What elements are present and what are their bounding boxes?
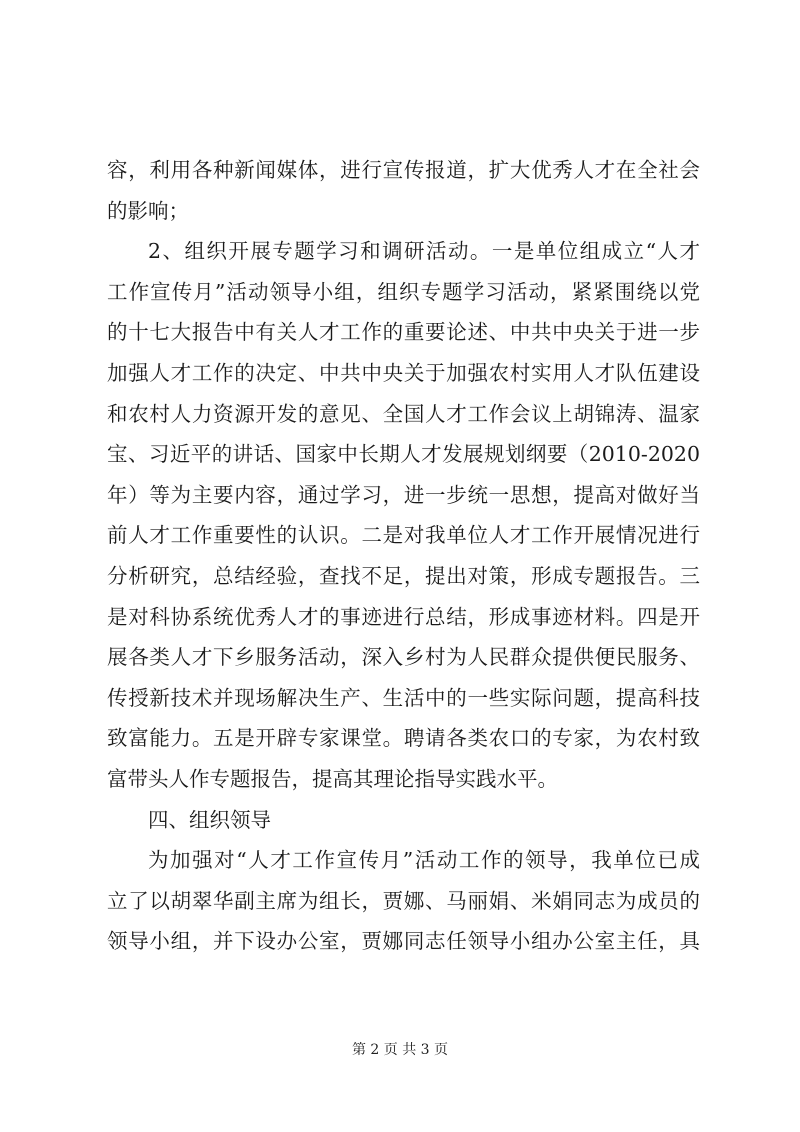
- text-line: 的影响；: [107, 198, 189, 223]
- text-line: 容，利用各种新闻媒体，进行宣传报道，扩大优秀人才在全社会: [107, 158, 700, 182]
- text-line: 和农村人力资源开发的意见、全国人才工作会议上胡锦涛、温家: [107, 401, 700, 426]
- text-line: 立了以胡翠华副主席为组长，贾娜、马丽娟、米娟同志为成员的: [107, 888, 700, 913]
- text-line: 分析研究，总结经验，查找不足，提出对策，形成专题报告。三: [107, 563, 700, 588]
- text-line: 传授新技术并现场解决生产、生活中的一些实际问题，提高科技: [107, 685, 700, 710]
- section-heading: 四、组织领导: [148, 807, 271, 832]
- text-line: 是对科协系统优秀人才的事迹进行总结，形成事迹材料。四是开: [107, 604, 700, 629]
- text-line: 领导小组，并下设办公室，贾娜同志任领导小组办公室主任，具: [107, 929, 700, 954]
- text-line: 宝、习近平的讲话、国家中长期人才发展规划纲要（2010-2020: [107, 442, 700, 467]
- text-line: 前人才工作重要性的认识。二是对我单位人才工作开展情况进行: [107, 523, 700, 548]
- page-number-footer: 第 2 页 共 3 页: [351, 1042, 449, 1058]
- text-line: 富带头人作专题报告，提高其理论指导实践水平。: [107, 766, 558, 791]
- text-line: 年）等为主要内容，通过学习，进一步统一思想，提高对做好当: [107, 482, 700, 507]
- text-line: 加强人才工作的决定、中共中央关于加强农村实用人才队伍建设: [107, 360, 700, 385]
- text-line: 展各类人才下乡服务活动，深入乡村为人民群众提供便民服务、: [107, 645, 700, 670]
- text-line: 的十七大报告中有关人才工作的重要论述、中共中央关于进一步: [107, 320, 700, 345]
- text-line: 工作宣传月”活动领导小组，组织专题学习活动，紧紧围绕以党: [107, 279, 700, 304]
- text-line: 2、组织开展专题学习和调研活动。一是单位组成立“人才: [148, 239, 700, 264]
- text-line: 致富能力。五是开辟专家课堂。聘请各类农口的专家，为农村致: [107, 726, 700, 751]
- text-line: 为加强对“人才工作宣传月”活动工作的领导，我单位已成: [148, 848, 700, 873]
- body-text: [107, 150, 700, 962]
